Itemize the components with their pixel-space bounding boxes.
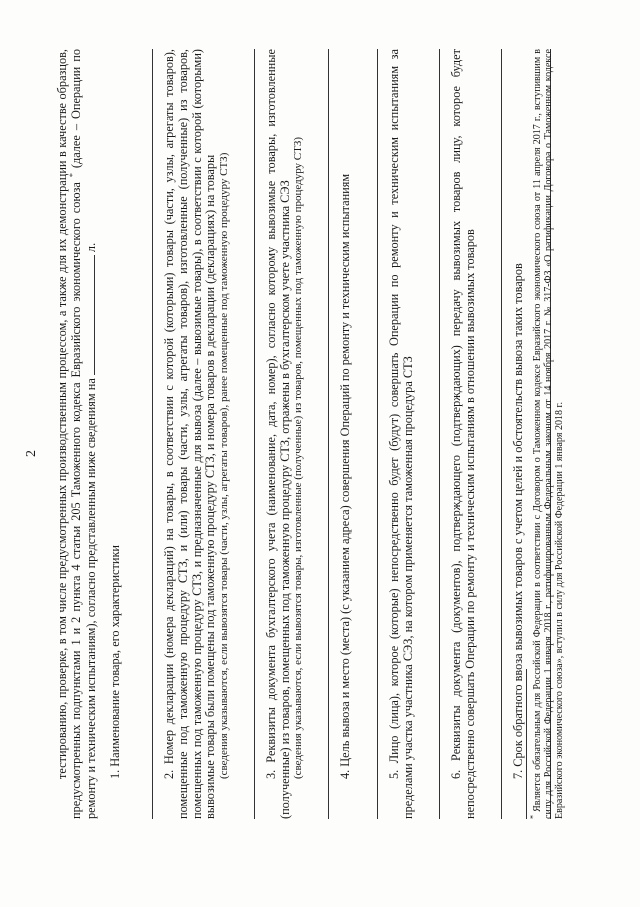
item-4 [339, 49, 378, 819]
item-6-field[interactable] [477, 49, 502, 819]
item-title: 3. Реквизиты документа бухгалтерского учета (наименование, дата, номер), согласно которому вывозимые товары, изготовленные (полученные) из товаров, помещенных под таможенную процедуру СТЗ, отражены в бухгалтерском учете участника СЭЗ [263, 49, 292, 819]
item-subtitle: (сведения указываются, если вывозятся товары, изготовленные (полученные) из товаров, помещенных под таможенную процедуру СТЗ) [292, 136, 305, 779]
item-3 [265, 49, 329, 819]
item-title: 4. Цель вывоза и место (места) (с указанием адреса) совершения Операций по ремонту и техническим испытаниям [338, 173, 353, 779]
item-title: 5. Лицо (лица), которое (которые) непосредственно будет (будут) совершать Операции по ремонту и техническим испытаниям за пределами участка участника СЭЗ, на котором применяется таможенная процедура СТЗ [386, 49, 415, 819]
intro-text: тестированию, проверке, в том числе предусмотренных производственным процессом, а также для их демонстрации в качестве образцов, предусмотренных подпунктами 1 и 2 пункта 4 статьи 205 Таможенного кодекса Евразийского экономического союза [55, 49, 83, 819]
sheets-count-blank[interactable] [83, 255, 95, 375]
item-5-field[interactable] [415, 49, 440, 819]
intro-end-text: (далее – Операции по ремонту и техническим испытаниям), согласно представленным ниже сведениям на [68, 49, 99, 819]
intro-paragraph [56, 49, 99, 819]
footnote-reference: * [67, 173, 77, 178]
item-title: 1. Наименование товара, его характеристики [107, 544, 122, 779]
item-5 [388, 49, 440, 819]
item-2-field[interactable] [230, 49, 255, 819]
item-title: 2. Номер декларации (номера деклараций) на товары, в соответствии с которой (которыми) товары (части, узлы, агрегаты товаров), помещенные под таможенную процедуру СТЗ, и (или) товары (части, узлы, агрегаты товаров), изготовленные (полученные) из товаров, помещенных под таможенную процедуру СТЗ, и предназначенные для вывоза (далее – вывозимые товары), в соответствии с которой (которыми) вывозимые товары были помещены под таможенную процедуру СТЗ, и номера товаров в декларации (декларациях) на товары [162, 49, 218, 819]
footnote-mark: * [528, 815, 538, 819]
item-title: 7. Срок обратного ввоза вывозимых товаров с учетом целей и обстоятельств вывоза таких товаров [511, 263, 526, 779]
item-1-field[interactable] [122, 49, 153, 819]
item-1 [109, 49, 154, 819]
item-subtitle: (сведения указываются, если вывозятся товары (части, узлы, агрегаты товаров), ранее помещенные под таможенную процедуру СТЗ) [217, 152, 230, 779]
form-body [56, 49, 559, 819]
item-3-field[interactable] [304, 49, 329, 819]
sheets-unit: л. [84, 242, 99, 253]
footnote [528, 48, 566, 819]
footnote-divider [526, 669, 527, 819]
item-4-field[interactable] [353, 49, 378, 819]
item-6 [450, 49, 502, 819]
item-2 [163, 49, 255, 819]
item-title: 6. Реквизиты документа (документов), подтверждающего (подтверждающих) передачу вывозимых товаров лицу, которое будет непосредственно совершать Операции по ремонту и техническим испытаниям в отношении вывозимых товаров [449, 49, 477, 819]
footnote-text: Является обязательным для Российской Федерации в соответствии с Договором о Таможенном кодексе Евразийского экономического союза от 11 апреля 2017 г., вступившим в силу для Российской Федерации 1 января 2018 г., ратифицированным Федеральным законом от 14 ноября 2017 г. № 317-ФЗ «О ратификации Договора о Таможенном кодексе Евразийского экономического союза», вступил в силу для Российской Федерации 1 января 2018 г. [532, 48, 566, 819]
page-number: 2 [24, 450, 39, 457]
